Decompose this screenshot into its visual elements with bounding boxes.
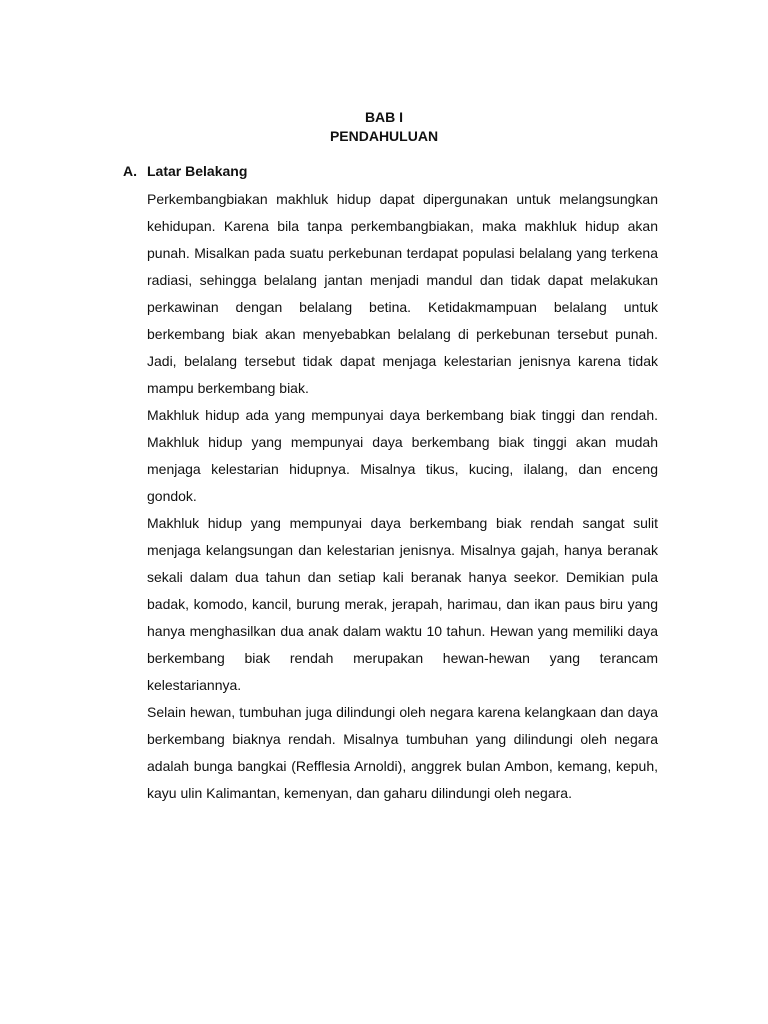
- paragraph: Selain hewan, tumbuhan juga dilindungi oleh negara karena kelangkaan dan daya berkembang biaknya rendah. Misalnya tumbuhan yang dilindungi oleh negara adalah bunga bangkai (Refflesia Arnoldi), anggrek bulan Ambon, kemang, kepuh, kayu ulin Kalimantan, kemenyan, dan gaharu dilindungi oleh negara.: [147, 704, 658, 801]
- section-heading: [123, 162, 247, 180]
- section-letter: A.: [123, 163, 137, 179]
- chapter-number: BAB I: [364, 109, 404, 125]
- paragraph: Makhluk hidup ada yang mempunyai daya berkembang biak tinggi dan rendah. Makhluk hidup yang mempunyai daya berkembang biak tinggi akan mudah menjaga kelestarian hidupnya. Misalnya tikus, kucing, ilalang, dan enceng gondok.: [147, 407, 658, 504]
- body-text: [147, 186, 658, 807]
- paragraph: Perkembangbiakan makhluk hidup dapat dipergunakan untuk melangsungkan kehidupan. Karena bila tanpa perkembangbiakan, maka makhluk hidup akan punah. Misalkan pada suatu perkebunan terdapat populasi belalang yang terkena radiasi, sehingga belalang jantan menjadi mandul dan tidak dapat melakukan perkawinan dengan belalang betina. Ketidakmampuan belalang untuk berkembang biak akan menyebabkan belalang di perkebunan tersebut punah. Jadi, belalang tersebut tidak dapat menjaga kelestarian jenisnya karena tidak mampu berkembang biak.: [147, 191, 658, 396]
- chapter-title: PENDAHULUAN: [329, 128, 439, 144]
- paragraph: Makhluk hidup yang mempunyai daya berkembang biak rendah sangat sulit menjaga kelangsungan dan kelestarian jenisnya. Misalnya gajah, hanya beranak sekali dalam dua tahun dan setiap kali beranak hanya seekor. Demikian pula badak, komodo, kancil, burung merak, jerapah, harimau, dan ikan paus biru yang hanya menghasilkan dua anak dalam waktu 10 tahun. Hewan yang memiliki daya berkembang biak rendah merupakan hewan-hewan yang terancam kelestariannya.: [147, 515, 658, 693]
- section-title: Latar Belakang: [147, 163, 248, 179]
